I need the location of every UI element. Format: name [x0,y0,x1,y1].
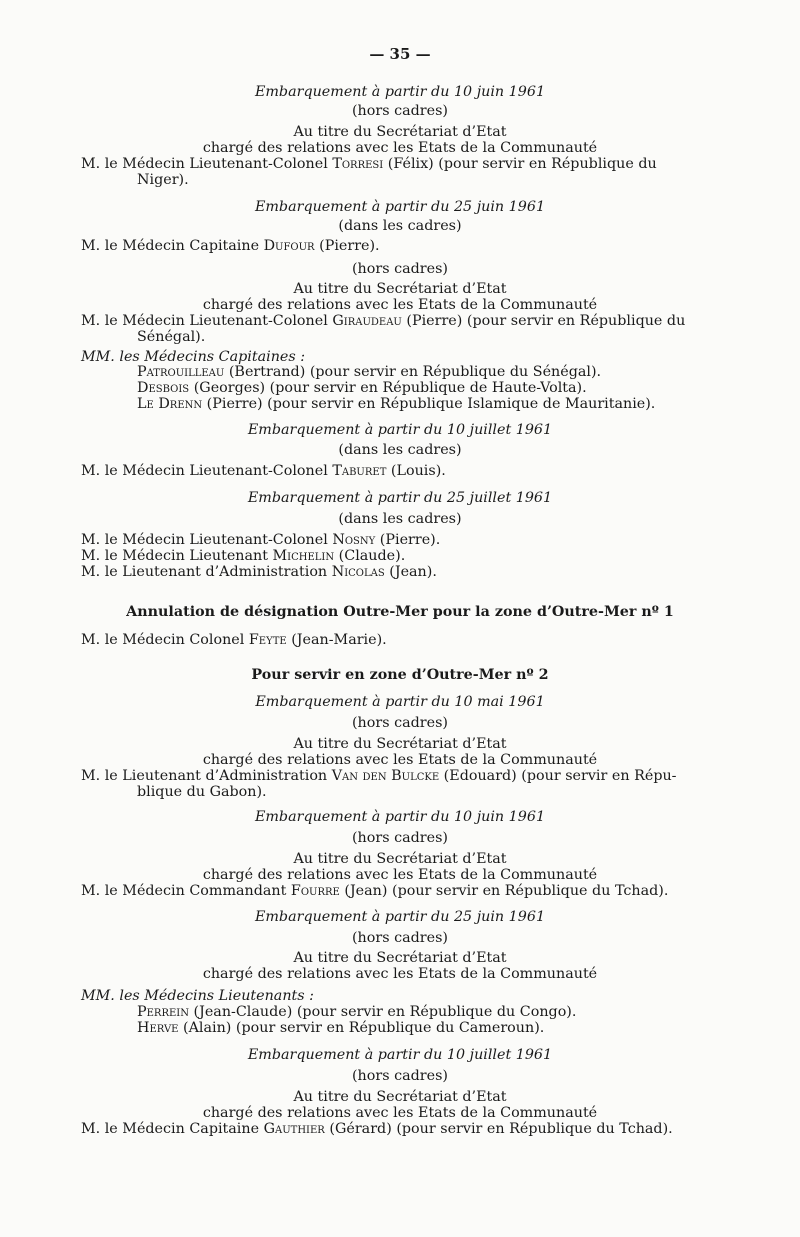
authority-line: Au titre du Secrétariat d’Etat [293,950,507,966]
authority-line: Au titre du Secrétariat d’Etat [293,124,507,140]
surname: Le Drenn [137,396,203,412]
surname: Fourre [290,883,340,899]
entry-line: M. le Médecin Lieutenant-Colonel Nosny (Pierre). [81,532,441,548]
surname: Torresi [332,156,384,172]
status-line: (hors cadres) [351,261,448,277]
authority-line: chargé des relations avec les Etats de la Communauté [202,297,598,313]
surname: Giraudeau [332,313,402,329]
authority-line: chargé des relations avec les Etats de la Communauté [202,966,598,982]
entry-line: M. le Médecin Lieutenant-Colonel Torresi (Félix) (pour servir en République du [81,156,657,172]
entry-line: M. le Médecin Capitaine Dufour (Pierre). [81,238,380,254]
section-heading: Embarquement à partir du 10 mai 1961 [255,694,545,710]
section-title: Annulation de désignation Outre-Mer pour la zone d’Outre-Mer nº 1 [126,604,674,620]
page-number: — 35 — [369,45,431,63]
surname: Herve [137,1020,179,1036]
status-line: (dans les cadres) [338,511,462,527]
surname: Dufour [263,238,315,254]
entry-line: Perrein (Jean-Claude) (pour servir en République du Congo). [137,1004,577,1020]
surname: Desbois [137,380,190,396]
status-line: (hors cadres) [351,830,448,846]
surname: Nosny [332,532,376,548]
authority-line: chargé des relations avec les Etats de la Communauté [202,140,598,156]
authority-line: Au titre du Secrétariat d’Etat [293,281,507,297]
entry-line: M. le Lieutenant d’Administration Nicolas (Jean). [81,564,437,580]
entry-line: M. le Médecin Lieutenant-Colonel Taburet (Louis). [81,463,446,479]
group-heading: MM. les Médecins Lieutenants : [81,988,314,1004]
entry-line: Desbois (Georges) (pour servir en République de Haute-Volta). [137,380,587,396]
entry-line: M. le Médecin Lieutenant-Colonel Giraudeau (Pierre) (pour servir en République du [81,313,686,329]
authority-line: chargé des relations avec les Etats de la Communauté [202,752,598,768]
entry-line: M. le Médecin Commandant Fourre (Jean) (pour servir en République du Tchad). [81,883,669,899]
authority-line: chargé des relations avec les Etats de la Communauté [202,1105,598,1121]
section-heading: Embarquement à partir du 10 juin 1961 [254,809,546,825]
surname: Feyte [248,632,287,648]
entry-line: M. le Médecin Lieutenant Michelin (Claude). [81,548,406,564]
authority-line: Au titre du Secrétariat d’Etat [293,736,507,752]
status-line: (hors cadres) [351,930,448,946]
section-heading: Embarquement à partir du 25 juin 1961 [254,199,546,215]
status-line: (hors cadres) [351,103,448,119]
authority-line: Au titre du Secrétariat d’Etat [293,851,507,867]
entry-line: Le Drenn (Pierre) (pour servir en République Islamique de Mauritanie). [137,396,656,412]
status-line: (dans les cadres) [338,218,462,234]
entry-line: Patrouilleau (Bertrand) (pour servir en République du Sénégal). [137,364,602,380]
entry-continuation: Sénégal). [137,329,206,345]
surname: Perrein [137,1004,189,1020]
surname: Michelin [272,548,335,564]
section-title: Pour servir en zone d’Outre-Mer nº 2 [251,667,549,683]
authority-line: chargé des relations avec les Etats de la Communauté [202,867,598,883]
surname: Taburet [332,463,387,479]
section-heading: Embarquement à partir du 10 juin 1961 [254,84,546,100]
section-heading: Embarquement à partir du 10 juillet 1961 [247,422,553,438]
surname: Van den Bulcke [331,768,440,784]
section-heading: Embarquement à partir du 25 juin 1961 [254,909,546,925]
status-line: (hors cadres) [351,715,448,731]
surname: Nicolas [331,564,385,580]
entry-continuation: Niger). [137,172,189,188]
status-line: (dans les cadres) [338,442,462,458]
section-heading: Embarquement à partir du 25 juillet 1961 [247,490,553,506]
entry-continuation: blique du Gabon). [137,784,267,800]
authority-line: Au titre du Secrétariat d’Etat [293,1089,507,1105]
entry-line: M. le Médecin Colonel Feyte (Jean-Marie). [81,632,387,648]
surname: Patrouilleau [137,364,225,380]
section-heading: Embarquement à partir du 10 juillet 1961 [247,1047,553,1063]
group-heading: MM. les Médecins Capitaines : [81,349,306,365]
entry-line: Herve (Alain) (pour servir en République du Cameroun). [137,1020,545,1036]
status-line: (hors cadres) [351,1068,448,1084]
entry-line: M. le Médecin Capitaine Gauthier (Gérard) (pour servir en République du Tchad). [81,1121,673,1137]
entry-line: M. le Lieutenant d’Administration Van den Bulcke (Edouard) (pour servir en Répu- [81,768,677,784]
surname: Gauthier [263,1121,325,1137]
